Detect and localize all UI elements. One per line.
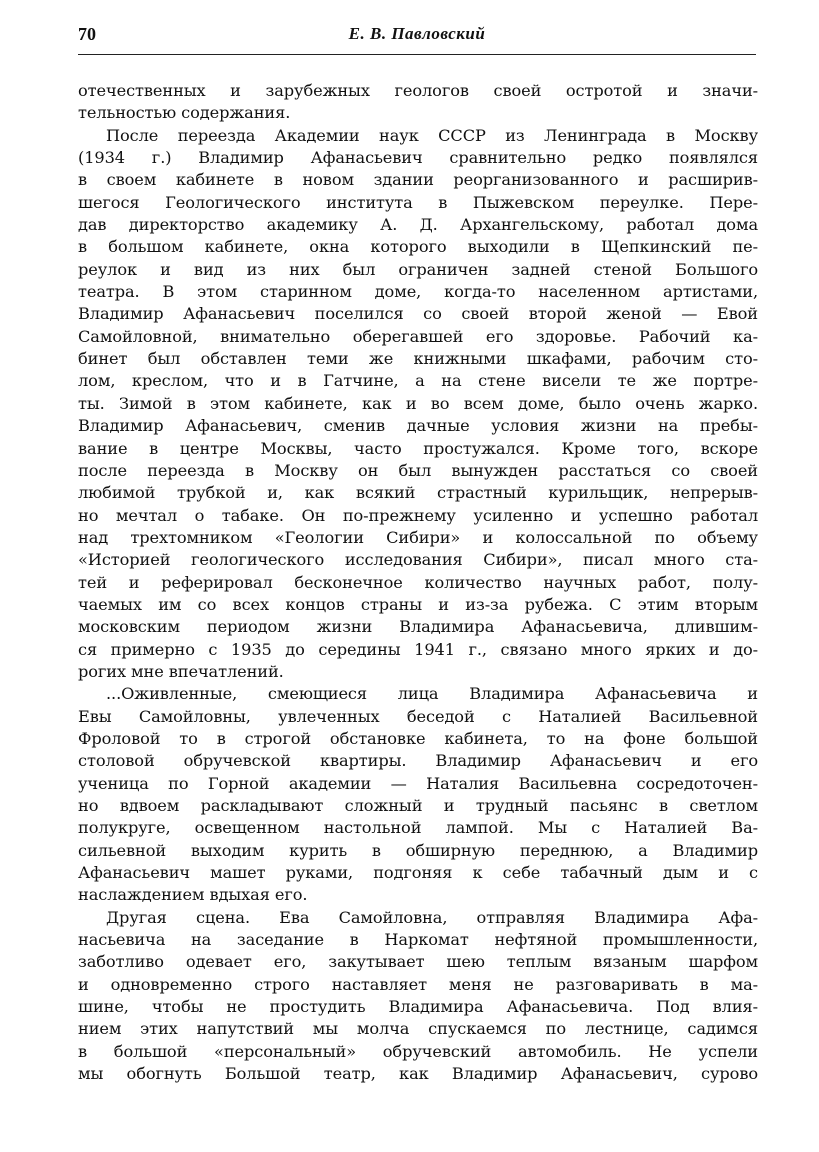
text-line: ся примерно с 1935 до середины 1941 г., связано много ярких и до-	[78, 639, 758, 659]
text-line: над трехтомником «Геологии Сибири» и колоссальной по объему	[78, 527, 758, 547]
text-line: наслаждением вдыхая его.	[78, 885, 308, 905]
text-line: но вдвоем раскладывают сложный и трудный пасьянс в светлом	[78, 796, 758, 815]
text-line: (1934 г.) Владимир Афанасьевич сравнительно редко появлялся	[78, 148, 758, 168]
text-line: отечественных и зарубежных геологов своей остротой и значи-	[78, 81, 758, 100]
text-line: рогих мне впечатлений.	[78, 661, 284, 681]
text-line: Самойловной, внимательно оберегавшей его здоровье. Рабочий ка-	[78, 326, 758, 346]
text-line: После переезда Академии наук СССР из Ленинграда в Москву	[106, 125, 758, 145]
text-line: чаемых им со всех концов страны и из-за рубежа. С этим вторым	[78, 594, 758, 614]
text-line: тей и реферировал бесконечное количество научных работ, полу-	[78, 572, 758, 592]
text-line: но мечтал о табаке. Он по-прежнему усиленно и успешно работал	[78, 505, 758, 525]
text-line: после переезда в Москву он был вынужден расстаться со своей	[78, 460, 758, 480]
text-line: и одновременно строго наставляет меня не разговаривать в ма-	[78, 974, 758, 994]
text-line: Афанасьевич машет руками, подгоняя к себе табачный дым и с	[78, 863, 758, 883]
header-rule	[78, 54, 756, 55]
text-line: тельностью содержания.	[78, 103, 291, 123]
text-line: Евы Самойловны, увлеченных беседой с Наталией Васильевной	[78, 706, 758, 726]
page-number: 70	[78, 24, 96, 44]
text-line: Фроловой то в строгой обстановке кабинета, то на фоне большой	[78, 728, 758, 748]
text-line: полукруге, освещенном настольной лампой. Мы с Наталией Ва-	[78, 818, 758, 838]
text-line: московским периодом жизни Владимира Афанасьевича, длившим-	[78, 617, 758, 637]
body-text	[78, 80, 758, 1085]
text-line: в своем кабинете в новом здании реорганизованного и расширив-	[78, 170, 758, 190]
running-title: Е. В. Павловский	[348, 24, 486, 43]
text-line: лом, креслом, что и в Гатчине, а на стене висели те же портре-	[78, 371, 758, 391]
text-line: Владимир Афанасьевич, сменив дачные условия жизни на пребы-	[78, 416, 758, 436]
text-line: столовой обручевской квартиры. Владимир Афанасьевич и его	[78, 751, 758, 771]
text-line: Владимир Афанасьевич поселился со своей второй женой — Евой	[78, 304, 758, 324]
text-line: в большом кабинете, окна которого выходили в Щепкинский пе-	[78, 237, 758, 257]
running-head	[78, 24, 756, 50]
text-line: ...Оживленные, смеющиеся лица Владимира Афанасьевича и	[106, 684, 758, 704]
text-line: заботливо одевает его, закутывает шею теплым вязаным шарфом	[78, 952, 758, 972]
text-line: ты. Зимой в этом кабинете, как и во всем доме, было очень жарко.	[78, 393, 758, 413]
text-line: любимой трубкой и, как всякий страстный курильщик, непрерыв-	[78, 483, 758, 503]
text-line: вание в центре Москвы, часто простужался. Кроме того, вскоре	[78, 438, 758, 458]
text-line: дав директорство академику А. Д. Архангельскому, работал дома	[78, 215, 758, 235]
text-line: ученица по Горной академии — Наталия Васильевна сосредоточен-	[78, 773, 758, 793]
text-line: бинет был обставлен теми же книжными шкафами, рабочим сто-	[78, 349, 758, 369]
text-line: «Историей геологического исследования Сибири», писал много ста-	[78, 550, 758, 570]
text-line: нием этих напутствий мы молча спускаемся по лестнице, садимся	[78, 1019, 758, 1039]
text-line: насьевича на заседание в Наркомат нефтяной промышленности,	[78, 930, 758, 950]
text-line: шегося Геологического института в Пыжевском переулке. Пере-	[78, 192, 758, 212]
text-line: в большой «персональный» обручевский автомобиль. Не успели	[78, 1041, 758, 1061]
text-line: театра. В этом старинном доме, когда-то населенном артистами,	[78, 282, 758, 302]
text-line: шине, чтобы не простудить Владимира Афанасьевича. Под влия-	[78, 997, 758, 1017]
text-line: мы обогнуть Большой театр, как Владимир Афанасьевич, сурово	[78, 1064, 758, 1084]
text-line: сильевной выходим курить в обширную переднюю, а Владимир	[78, 840, 758, 860]
text-line: реулок и вид из них был ограничен задней стеной Большого	[78, 259, 758, 279]
text-line: Другая сцена. Ева Самойловна, отправляя Владимира Афа-	[106, 907, 758, 927]
